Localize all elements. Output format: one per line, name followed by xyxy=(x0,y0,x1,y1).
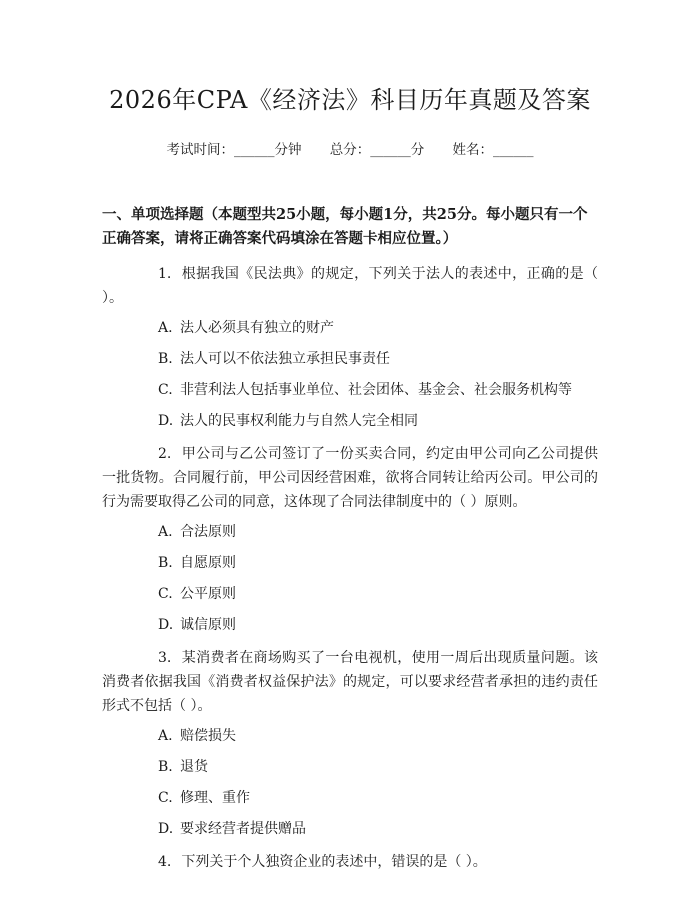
question-number: 1. xyxy=(158,266,172,282)
option-letter: D. xyxy=(158,617,174,633)
option-letter: A. xyxy=(158,728,173,744)
option-a xyxy=(158,522,598,542)
option-d xyxy=(158,615,598,635)
section-header-single-choice: 一、单项选择题（本题型共25小题，每小题1分，共25分。每小题只有一个正确答案，请将正确答案代码填涂在答题卡相应位置。） xyxy=(102,206,588,247)
option-letter: B. xyxy=(158,759,173,775)
option-text: 法人的民事权利能力与自然人完全相同 xyxy=(180,413,418,429)
question-text: 下列关于个人独资企业的表述中，错误的是（ ）。 xyxy=(181,854,487,870)
student-name-field: 姓名：______ xyxy=(452,142,534,158)
option-letter: D. xyxy=(158,413,174,429)
option-c xyxy=(158,584,598,604)
option-letter: C. xyxy=(158,586,173,602)
option-text: 退货 xyxy=(180,759,208,775)
option-text: 自愿原则 xyxy=(180,555,236,571)
option-b xyxy=(158,553,598,573)
option-text: 要求经营者提供赠品 xyxy=(180,821,306,837)
question-text: 某消费者在商场购买了一台电视机，使用一周后出现质量问题。该消费者依据我国《消费者权益保护法》的规定，可以要求经营者承担的违约责任形式不包括（ ）。 xyxy=(102,650,598,714)
option-text: 诚信原则 xyxy=(180,617,236,633)
option-c xyxy=(158,788,598,808)
option-list xyxy=(102,318,598,431)
question-3 xyxy=(102,646,598,839)
option-c xyxy=(158,380,598,400)
option-text: 非营利法人包括事业单位、社会团体、基金会、社会服务机构等 xyxy=(180,382,572,398)
option-b xyxy=(158,349,598,369)
question-number: 2. xyxy=(158,446,172,462)
option-b xyxy=(158,757,598,777)
question-1 xyxy=(102,262,598,431)
question-stem xyxy=(102,262,598,310)
option-letter: A. xyxy=(158,524,173,540)
question-number: 3. xyxy=(158,650,172,666)
option-text: 合法原则 xyxy=(180,524,236,540)
option-letter: A. xyxy=(158,320,173,336)
option-d xyxy=(158,411,598,431)
question-4 xyxy=(102,850,598,874)
option-letter: D. xyxy=(158,821,174,837)
option-letter: B. xyxy=(158,555,173,571)
question-text: 根据我国《民法典》的规定，下列关于法人的表述中，正确的是（ ）。 xyxy=(102,266,598,306)
document-title: 2026年CPA《经济法》科目历年真题及答案 xyxy=(109,86,591,114)
question-stem xyxy=(102,850,598,874)
question-number: 4. xyxy=(158,854,172,870)
question-text: 甲公司与乙公司签订了一份买卖合同，约定由甲公司向乙公司提供一批货物。合同履行前，甲公司因经营困难，欲将合同转让给丙公司。甲公司的行为需要取得乙公司的同意，这体现了合同法律制度中的（ ）原则。 xyxy=(102,446,598,510)
question-stem xyxy=(102,646,598,718)
option-text: 赔偿损失 xyxy=(180,728,236,744)
option-text: 法人可以不依法独立承担民事责任 xyxy=(180,351,390,367)
option-a xyxy=(158,318,598,338)
question-stem xyxy=(102,442,598,514)
exam-time-field: 考试时间：______分钟 xyxy=(166,142,302,158)
option-letter: C. xyxy=(158,382,173,398)
option-a xyxy=(158,726,598,746)
option-text: 修理、重作 xyxy=(180,790,250,806)
total-score-field: 总分：______分 xyxy=(329,142,425,158)
option-text: 公平原则 xyxy=(180,586,236,602)
option-text: 法人必须具有独立的财产 xyxy=(180,320,334,336)
option-letter: B. xyxy=(158,351,173,367)
option-list xyxy=(102,726,598,839)
option-list xyxy=(102,522,598,635)
option-letter: C. xyxy=(158,790,173,806)
exam-info xyxy=(102,140,598,160)
question-2 xyxy=(102,442,598,635)
option-d xyxy=(158,819,598,839)
